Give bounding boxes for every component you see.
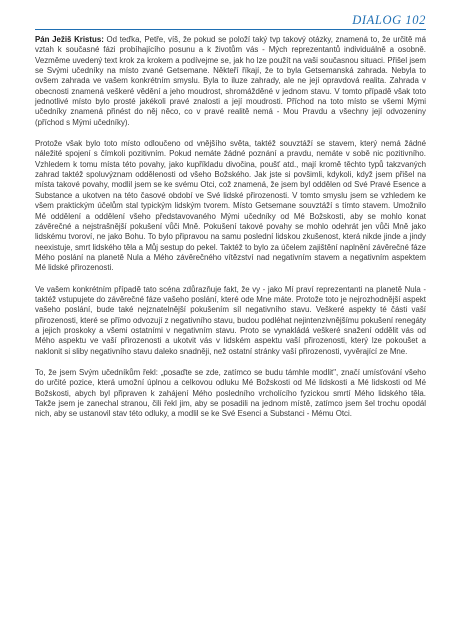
paragraph bbox=[35, 285, 426, 357]
paragraph-text: Od teďka, Petře, víš, že pokud se položí taký tvp takový otázky, znamená to, že určitě má vztah k současné fázi probíhajícího posunu a k životům vás - Mých reprezentantů individuálně a osobně. Vezměme uvedený text krok za krokem a podívejme se, jak ho lze použít na vaši současnou situaci. Přišel jsem se Svými učedníky na místo zvané Getsemane. Někteří říkají, že to byla Getsemanská zahrada. Nebyla to ovšem zahrada ve vašem konkrétním smyslu. Byla to iluze zahrady, ale ne její opravdová realita. Zahrada v obecnosti znamená veškeré vědění a jeho moudrost, shromážděné v jednom stavu. V tomto případě však toto jednotlivé místo bylo prosté jakékoli pravé znalosti a její moudrosti. Příchod na toto místo se všemi Mými učedníky znamená přinést do něj něco, co v pravé realitě nemá - Mou Pravdu a všechny její odvozeniny (příchod s Mými učedníky). bbox=[35, 35, 426, 127]
paragraph bbox=[35, 35, 426, 128]
speaker-label: Pán Ježiš Kristus: bbox=[35, 35, 104, 44]
paragraph-text: Ve vašem konkrétním případě tato scéna zdůrazňuje fakt, že vy - jako Mí praví reprezentanti na planetě Nula - taktéž vstupujete do závěrečné fáze vašeho poslání, které ode Mne máte. Protože toto je nejrozhodnější aspekt vašeho poslání, bude také nejznatelnější pokušením síl negativního stavu. Veškeré aspekty té části vaší přirozenosti, které se přímo odvozují z negativního stavu, budou podléhat nejintenzivnějšímu pokušení renegáty a jejich proskoky a všemi ostatními v negativním stavu. Proto se vynakládá veškeré snažení oddělit vás od Mého aspektu ve vaší přirozenosti a ukotvit vás v lidském aspektu vaší přirozenosti, který lze pokoušet a naklonit si sliby negativního stavu daleko snadněji, než ostatní stránky vaší přirozenosti, vyvěrající ze Mne. bbox=[35, 284, 426, 356]
paragraph-text: To, že jsem Svým učedníkům řekl: „posaďte se zde, zatímco se budu támhle modlit", značí umísťování všeho do určité pozice, která umožní úplnou a celkovou odluku Mé Božskosti od Mé lidskosti a Mé lidskosti od Mé Božskosti, abych byl připraven k zahájení Mého posledního vrcholícího fyzickou smrtí Mého lidského těla. Takže jsem je zanechal stranou, čili řekl jim, aby se posadili na jednom místě, zatímco jsem šel trochu opodál nich, aby se ustanovil stav této odluky, a modlil se ke Své Esenci a Substanci - Mému Otci. bbox=[35, 367, 426, 419]
paragraph-text: Protože však bylo toto místo odloučeno od vnějšího světa, taktéž souvztáží se stavem, který nemá žádné náležité spojení s čímkoli pozitivním. Pokud nemáte žádné poznání a pravdu, nemáte v sobě nic pozitivního. Vzhledem k tomu místa této povahy, jako kupříkladu divočina, poušť atd., mají kromě těchto typů takzvaných zahrad taktéž spoluvýznam oddělenosti od všeho Božského. Jak jste si povšimli, kdykoli, když jsem přišel na místa takové povahy, modlil jsem se ke svému Otci, což znamená, že jsem byl oddělen od Své Pravé Esence a Substance a ukotven na této časové období ve Své lidské přirozenosti. V tomto smyslu jsem se vzhledem ke všem praktickým účelům stal typickým lidským tvorem. Místo Getsemane souvztáží s tímto stavem. Umožnilo Mé oddělení a oddělení všeho představovaného Mými učedníky od Mé Božskosti, aby se mohlo konat závěrečné a nejstrašnější pokušení vůči Mně. Pokušení takové povahy se mohlo odehrát jen vůči Mně jako lidskému tvoroví, ne jako Bohu. To bylo připravou na samu poslední lidskou zkušenost, která nikde jinde a jindy neexistuje, smrt lidského těla a Můj sestup do pekel. Taktéž to bylo za účelem zajištění naplnění závěrečné fáze Mého poslání na planetě Nula a Mého závěrečného vítězství nad negativním stavem a negativním aspektem Mé lidské přirozenosti. bbox=[35, 139, 426, 273]
document-body bbox=[35, 35, 426, 420]
page-header bbox=[35, 8, 426, 30]
paragraph bbox=[35, 139, 426, 273]
page-title: DIALOG 102 bbox=[352, 13, 426, 27]
paragraph bbox=[35, 368, 426, 420]
